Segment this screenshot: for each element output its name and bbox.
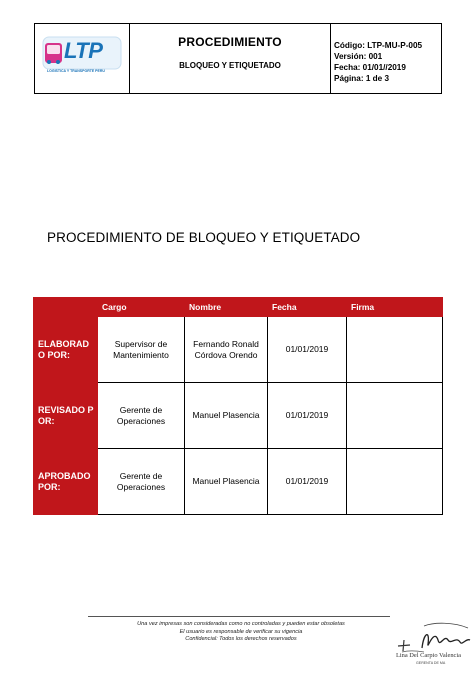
cell-fecha: 01/01/2019 <box>268 383 347 449</box>
approval-table <box>33 297 443 515</box>
footer-notice <box>96 621 386 644</box>
row-label-aprobado: APROBADO POR: <box>34 449 98 515</box>
company-logo <box>35 24 129 93</box>
col-header-firma: Firma <box>347 298 443 317</box>
table-row <box>34 449 443 515</box>
footer-line-2: El usuario es responsable de verificar su vigencia <box>179 628 303 635</box>
header-empty <box>34 298 98 317</box>
cell-fecha: 01/01/2019 <box>268 449 347 515</box>
row-label-revisado: REVISADO POR: <box>34 383 98 449</box>
stamp-role: GERENTA DE MA <box>416 661 446 665</box>
footer-divider <box>88 616 390 617</box>
signature-stamp <box>394 618 474 670</box>
cell-nombre: Manuel Plasencia <box>185 449 268 515</box>
doc-title: PROCEDIMIENTO <box>178 35 282 49</box>
cell-fecha: 01/01/2019 <box>268 317 347 383</box>
cell-firma <box>347 383 443 449</box>
title-cell <box>130 24 331 94</box>
logo-tagline: LOGISTICA Y TRANSPORTE PERU <box>47 69 105 73</box>
col-header-fecha: Fecha <box>268 298 347 317</box>
doc-page: Página: 1 de 3 <box>334 74 390 83</box>
table-row <box>34 317 443 383</box>
stamp-name: Lina Del Carpio Valencia <box>396 652 462 659</box>
doc-version: Versión: 001 <box>334 52 383 61</box>
cell-nombre: Fernando Ronald Córdova Orendo <box>185 317 268 383</box>
footer-line-3: Confidencial: Todos los derechos reservados <box>185 636 297 643</box>
footer-line-1: Una vez impresas son consideradas como no controladas y pueden estar obsoletas <box>137 621 345 627</box>
main-title: PROCEDIMIENTO DE BLOQUEO Y ETIQUETADO <box>47 230 361 245</box>
cell-firma <box>347 449 443 515</box>
approval-table-header <box>34 298 443 317</box>
meta-cell <box>331 24 442 94</box>
doc-code: Código: LTP-MU-P-005 <box>334 41 423 50</box>
row-label-elaborado: ELABORAD O POR: <box>34 317 98 383</box>
cell-firma <box>347 317 443 383</box>
table-row <box>34 383 443 449</box>
doc-subtitle: BLOQUEO Y ETIQUETADO <box>179 61 281 70</box>
col-header-nombre: Nombre <box>185 298 268 317</box>
cell-cargo: Supervisor de Mantenimiento <box>98 317 185 383</box>
cell-nombre: Manuel Plasencia <box>185 383 268 449</box>
cell-cargo: Gerente de Operaciones <box>98 383 185 449</box>
document-header <box>34 23 442 94</box>
logo-text: LTP <box>64 38 103 63</box>
col-header-cargo: Cargo <box>98 298 185 317</box>
logo-cell <box>35 24 130 94</box>
cell-cargo: Gerente de Operaciones <box>98 449 185 515</box>
doc-date: Fecha: 01/01//2019 <box>334 63 406 72</box>
